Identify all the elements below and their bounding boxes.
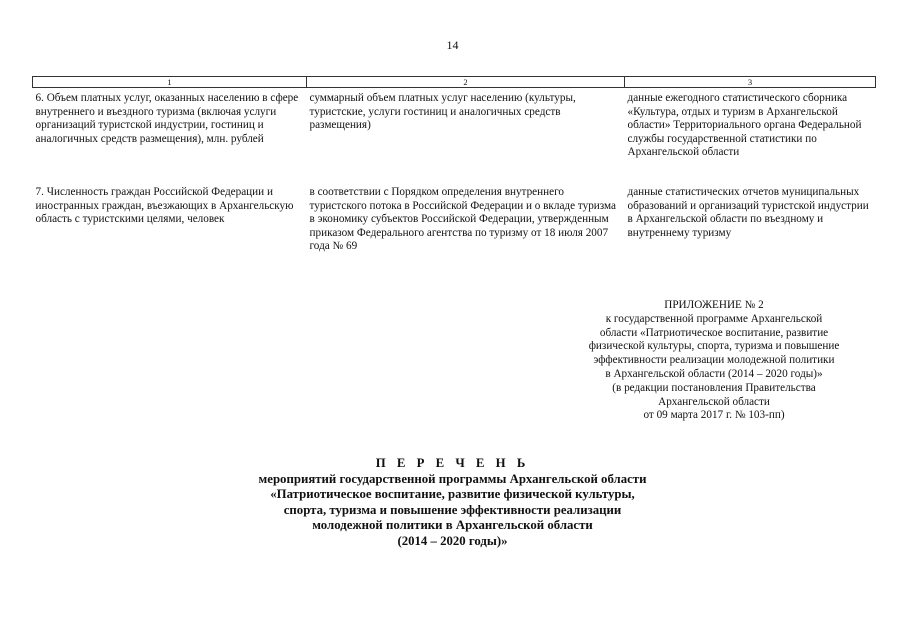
appendix-line: Архангельской области xyxy=(658,395,770,408)
title-line: спорта, туризма и повышение эффективности реализации xyxy=(283,502,622,517)
title-line: (2014 – 2020 годы)» xyxy=(397,533,508,548)
indicators-table xyxy=(32,76,876,276)
title-line: «Патриотическое воспитание, развитие физической культуры, xyxy=(270,487,635,502)
data-source-cell: данные ежегодного статистического сборника «Культура, отдых и туризм в Архангельской области» Территориального органа Федеральной службы государственной статистики по Архангельской области xyxy=(627,92,862,159)
appendix-block xyxy=(548,299,880,423)
title-line: молодежной политики в Архангельской области xyxy=(312,518,593,533)
indicator-name-cell: 7. Численность граждан Российской Федерации и иностранных граждан, въезжающих в Архангельскую область с туристскими целями, человек xyxy=(35,185,294,226)
appendix-line: эффективности реализации молодежной политики xyxy=(593,354,835,367)
appendix-line: в Архангельской области (2014 – 2020 годы)» xyxy=(605,367,823,380)
data-source-cell: данные статистических отчетов муниципальных образований и организаций туристской индустрии в Архангельской области по въездному и внутреннему туризму xyxy=(627,185,869,239)
column-number-1: 1 xyxy=(33,77,307,88)
indicator-name-cell: 6. Объем платных услуг, оказанных населению в сфере внутреннего и въездного туризма (включая услуги организаций туристской индустрии, гостиниц и аналогичных средств размещения), млн. рублей xyxy=(35,92,299,145)
calculation-method-cell: суммарный объем платных услуг населению (культуры, туристские, услуги гостиниц и аналогичных средств размещения) xyxy=(309,92,576,132)
appendix-line: (в редакции постановления Правительства xyxy=(612,381,816,394)
appendix-line: от 09 марта 2017 г. № 103-пп) xyxy=(643,409,785,422)
document-title xyxy=(0,456,905,550)
table-row xyxy=(33,88,876,182)
calculation-method-cell: в соответствии с Порядком определения внутреннего туристского потока в Российской Федерации и о вкладе туризма в экономику субъектов Российской Федерации, утвержденным приказом Федерального агентства по туризму от 18 июля 2007 года № 69 xyxy=(309,185,617,253)
table-header-row xyxy=(33,77,876,88)
appendix-line: области «Патриотическое воспитание, развитие xyxy=(599,326,829,339)
appendix-title: ПРИЛОЖЕНИЕ № 2 xyxy=(664,299,764,311)
column-number-3: 3 xyxy=(625,77,876,88)
column-number-2: 2 xyxy=(307,77,625,88)
title-line: мероприятий государственной программы Архангельской области xyxy=(258,471,647,486)
page-number: 14 xyxy=(446,38,459,52)
appendix-line: физической культуры, спорта, туризма и повышение xyxy=(588,340,840,353)
title-heading: П Е Р Е Ч Е Н Ь xyxy=(375,456,530,470)
appendix-line: к государственной программе Архангельской xyxy=(605,312,823,325)
table-row xyxy=(33,182,876,276)
